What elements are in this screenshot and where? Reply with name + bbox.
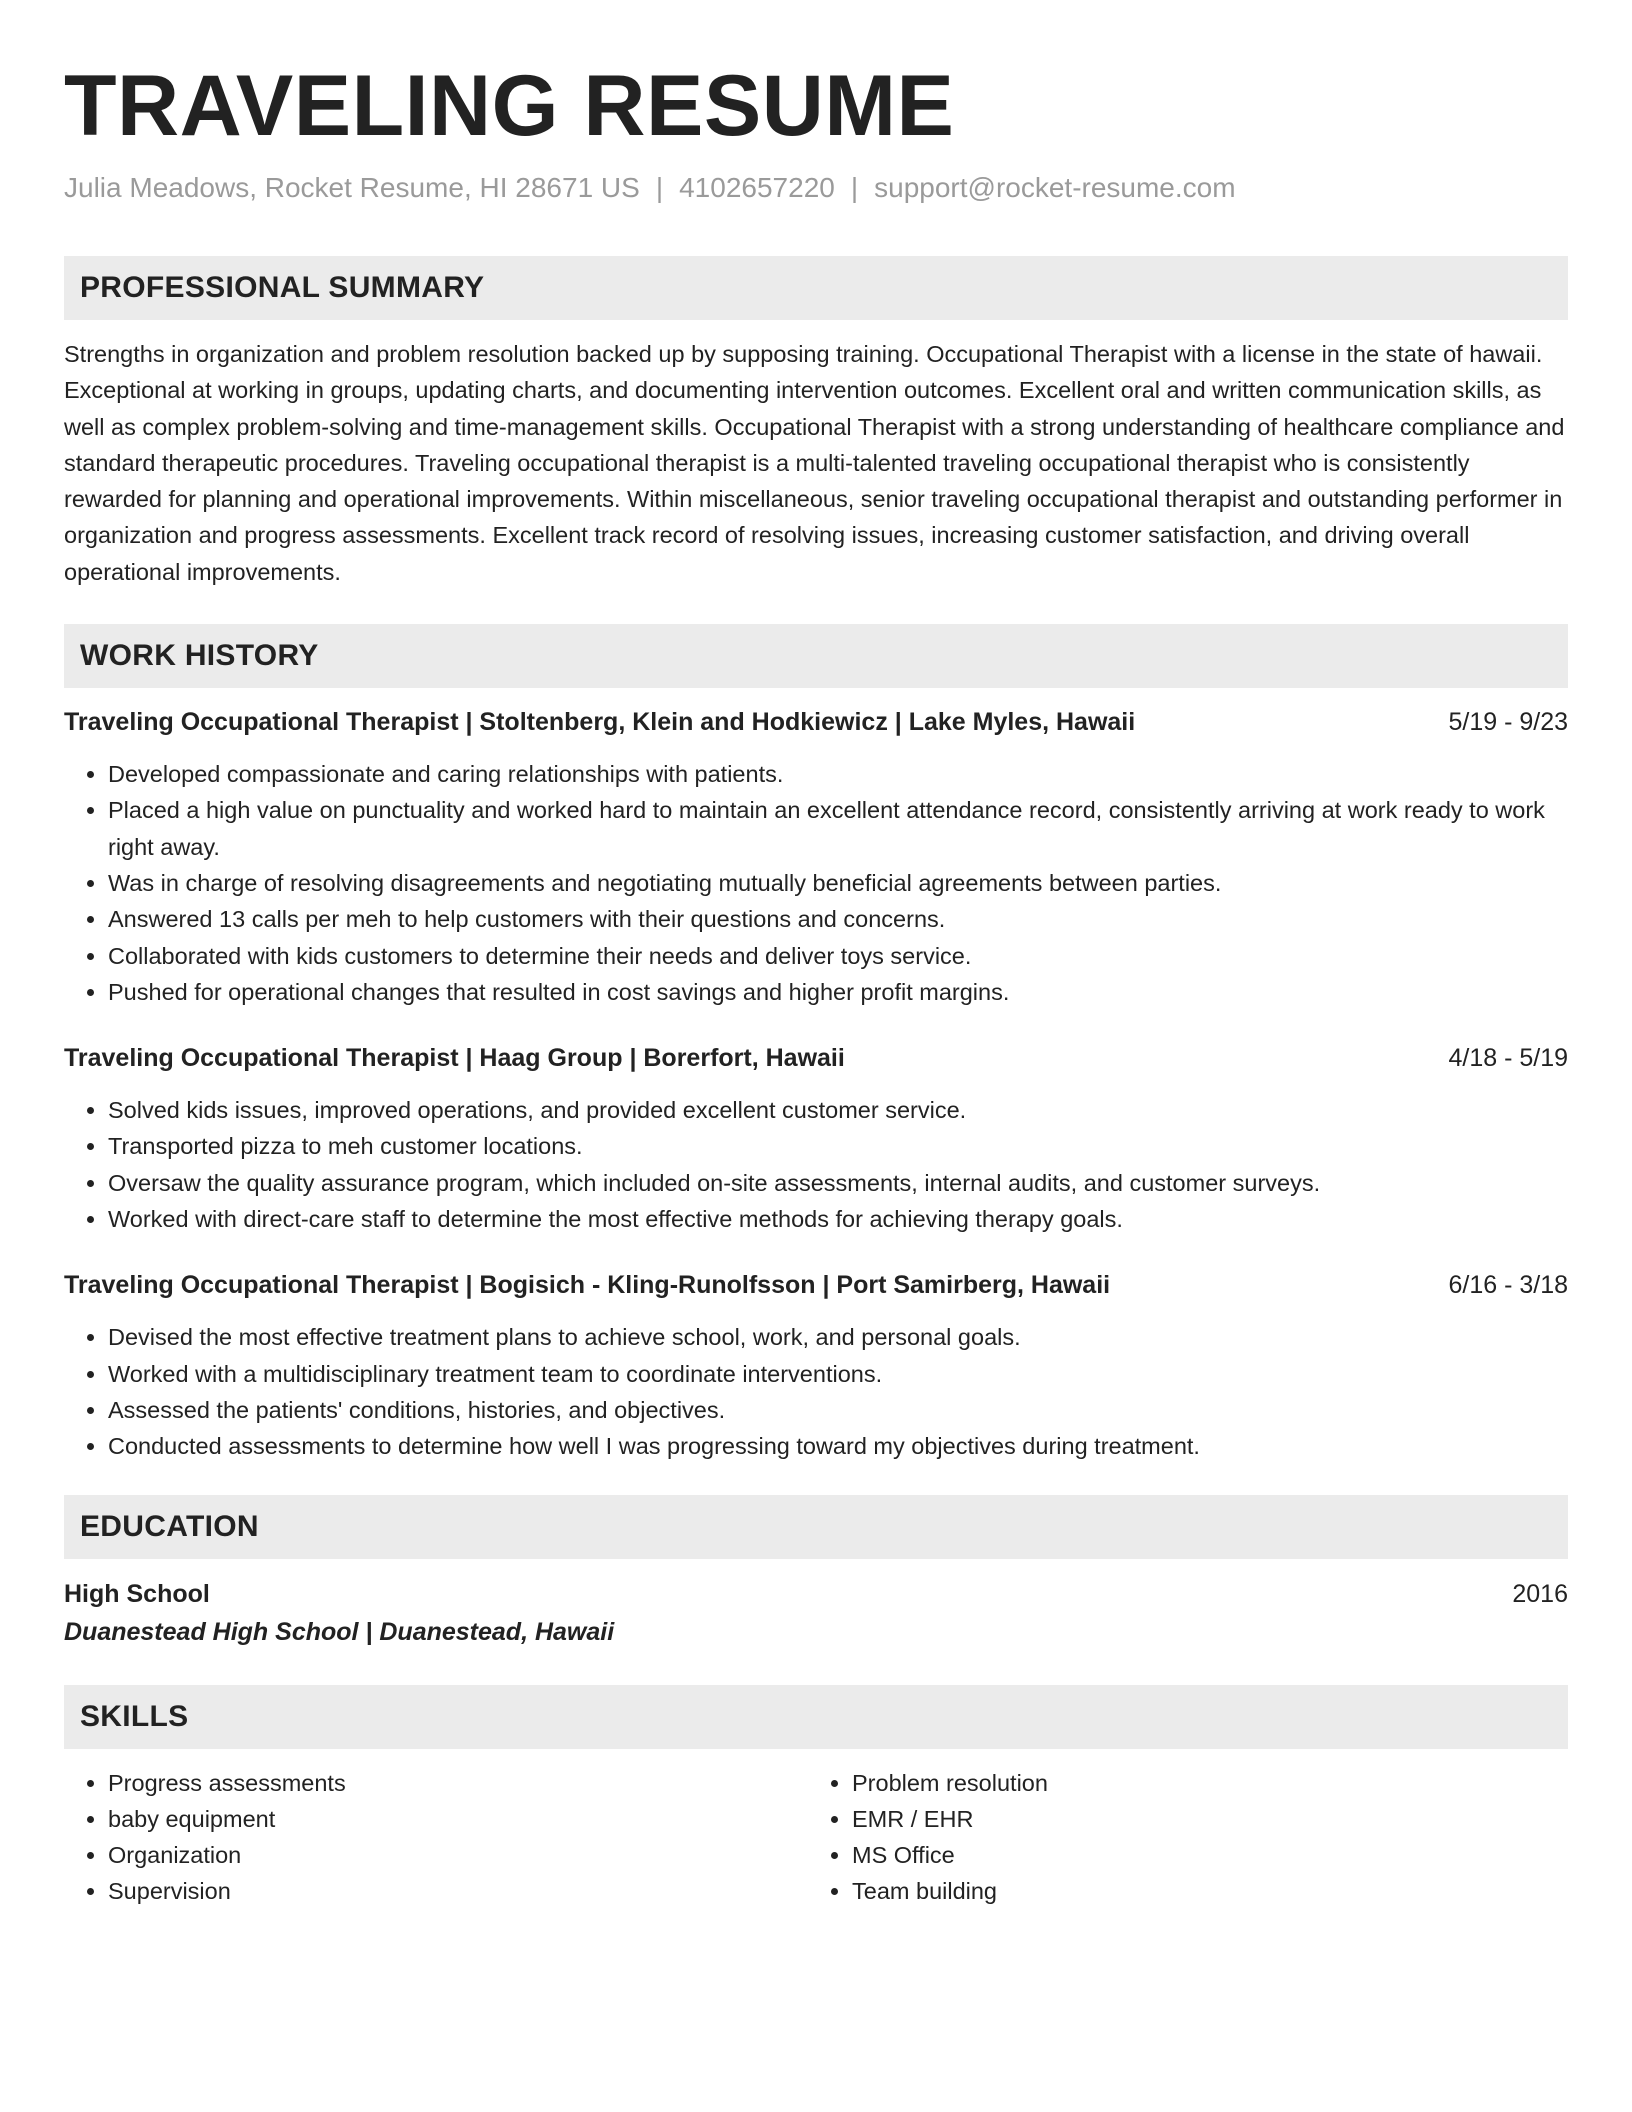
job-entry <box>64 704 1568 1010</box>
job-dates: 5/19 - 9/23 <box>1448 708 1568 737</box>
job-bullet-list <box>64 1319 1568 1464</box>
education-school: Duanestead High School | Duanestead, Hawaii <box>64 1617 615 1646</box>
contact-separator: | <box>850 172 859 203</box>
skill-item: • Problem resolution <box>852 1765 1552 1801</box>
education-degree: High School <box>64 1579 210 1608</box>
job-bullet: • Worked with a multidisciplinary treatment team to coordinate interventions. <box>108 1356 1568 1392</box>
job-bullet: • Assessed the patients' conditions, histories, and objectives. <box>108 1392 1568 1428</box>
summary-paragraph: Strengths in organization and problem resolution backed up by supposing training. Occupational Therapist with a license in the state of hawaii. Exceptional at working in groups, updating charts, and documenting intervention outcomes. Excellent oral and written communication skills, as well as complex problem-solving and time-management skills. Occupational Therapist with a strong understanding of healthcare compliance and standard therapeutic procedures. Traveling occupational therapist is a multi-talented traveling occupational therapist who is consistently rewarded for planning and operational improvements. Within miscellaneous, senior traveling occupational therapist and outstanding performer in organization and progress assessments. Excellent track record of resolving issues, increasing customer satisfaction, and driving overall operational improvements. <box>64 341 1565 585</box>
resume-title: TRAVELING RESUME <box>64 58 955 154</box>
section-header-summary: PROFESSIONAL SUMMARY <box>64 256 1568 320</box>
job-bullet: • Transported pizza to meh customer locations. <box>108 1128 1568 1164</box>
job-bullet: • Placed a high value on punctuality and worked hard to maintain an excellent attendance record, consistently arriving at work ready to work right away. <box>108 792 1568 865</box>
job-header <box>64 1267 1568 1303</box>
job-header <box>64 704 1568 740</box>
section-header-work-history: WORK HISTORY <box>64 624 1568 688</box>
job-title-line: Traveling Occupational Therapist | Stoltenberg, Klein and Hodkiewicz | Lake Myles, Hawaii <box>64 708 1136 737</box>
skill-item: • baby equipment <box>108 1801 808 1837</box>
skill-item: • EMR / EHR <box>852 1801 1552 1837</box>
skill-item: • Team building <box>852 1873 1552 1909</box>
job-title-line: Traveling Occupational Therapist | Bogisich - Kling-Runolfsson | Port Samirberg, Hawaii <box>64 1271 1111 1300</box>
job-header <box>64 1040 1568 1076</box>
skills-list-right <box>808 1765 1552 1910</box>
job-bullet: • Answered 13 calls per meh to help customers with their questions and concerns. <box>108 901 1568 937</box>
education-header <box>64 1575 1568 1613</box>
skill-item: • Supervision <box>108 1873 808 1909</box>
job-entry <box>64 1040 1568 1237</box>
job-dates: 6/16 - 3/18 <box>1448 1271 1568 1300</box>
education-year: 2016 <box>1512 1579 1568 1608</box>
job-bullet-list <box>64 756 1568 1010</box>
job-bullet: • Was in charge of resolving disagreements and negotiating mutually beneficial agreements between parties. <box>108 865 1568 901</box>
job-bullet: • Pushed for operational changes that resulted in cost savings and higher profit margins. <box>108 974 1568 1010</box>
contact-address: Julia Meadows, Rocket Resume, HI 28671 US <box>64 172 640 203</box>
contact-line <box>64 168 1568 208</box>
job-bullet: • Collaborated with kids customers to determine their needs and deliver toys service. <box>108 938 1568 974</box>
section-header-education: EDUCATION <box>64 1495 1568 1559</box>
job-bullet: • Developed compassionate and caring relationships with patients. <box>108 756 1568 792</box>
section-header-skills: SKILLS <box>64 1685 1568 1749</box>
contact-separator: | <box>655 172 664 203</box>
job-title-line: Traveling Occupational Therapist | Haag Group | Borerfort, Hawaii <box>64 1044 845 1073</box>
skill-item: • MS Office <box>852 1837 1552 1873</box>
skill-item: • Progress assessments <box>108 1765 808 1801</box>
job-bullet: • Solved kids issues, improved operations, and provided excellent customer service. <box>108 1092 1568 1128</box>
skills-list-left <box>64 1765 808 1910</box>
skills-columns <box>64 1765 1568 1910</box>
job-bullet-list <box>64 1092 1568 1237</box>
job-bullet: • Oversaw the quality assurance program, which included on-site assessments, internal audits, and customer surveys. <box>108 1165 1568 1201</box>
job-entry <box>64 1267 1568 1464</box>
contact-email: support@rocket-resume.com <box>874 172 1236 203</box>
job-bullet: • Conducted assessments to determine how well I was progressing toward my objectives during treatment. <box>108 1428 1568 1464</box>
job-dates: 4/18 - 5/19 <box>1448 1044 1568 1073</box>
job-bullet: • Worked with direct-care staff to determine the most effective methods for achieving therapy goals. <box>108 1201 1568 1237</box>
skill-item: • Organization <box>108 1837 808 1873</box>
contact-phone: 4102657220 <box>679 172 835 203</box>
job-bullet: • Devised the most effective treatment plans to achieve school, work, and personal goals. <box>108 1319 1568 1355</box>
resume-page <box>64 0 1568 1910</box>
